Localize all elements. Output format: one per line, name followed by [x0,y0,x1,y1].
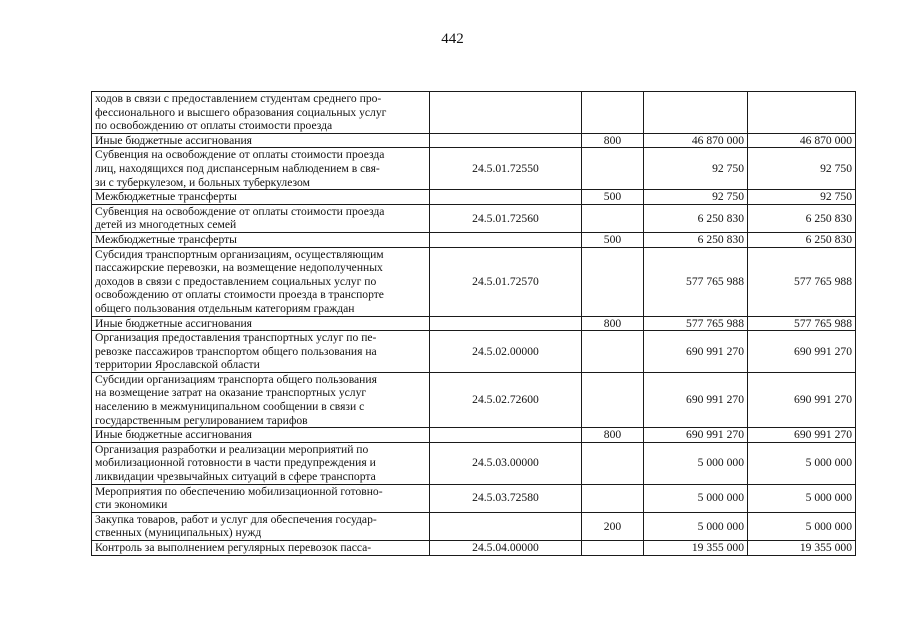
expense-name-cell: Контроль за выполнением регулярных перевозок пасса- [92,541,430,556]
expense-name-cell: Субвенция на освобождение от оплаты стоимости проезда лиц, находящихся под диспансерным наблюдением в свя- зи с туберкулезом, и больных туберкулезом [92,148,430,190]
target-code-cell [430,512,582,540]
amount-year1-cell: 690 991 270 [644,331,748,373]
table-row [92,372,856,427]
expense-name-cell: Субсидии организациям транспорта общего пользования на возмещение затрат на оказание транспортных услуг населению в межмуниципальном сообщении в связи с государственным регулированием тарифов [92,372,430,427]
amount-year2-cell: 46 870 000 [748,133,856,148]
amount-year2-cell: 577 765 988 [748,316,856,331]
target-code-cell: 24.5.01.72560 [430,204,582,232]
amount-year1-cell: 92 750 [644,148,748,190]
table-row [92,442,856,484]
target-code-cell [430,133,582,148]
expense-name-cell: Субсидия транспортным организациям, осуществляющим пассажирские перевозки, на возмещение недополученных доходов в связи с предоставлением социальных услуг по освобождению от оплаты стоимости проезда в транспорте общего пользования отдельным категориям граждан [92,247,430,316]
expense-type-cell [582,247,644,316]
expense-type-cell [582,442,644,484]
table-row [92,148,856,190]
amount-year1-cell: 5 000 000 [644,484,748,512]
table-row [92,92,856,134]
expense-name-cell: Закупка товаров, работ и услуг для обеспечения государ- ственных (муниципальных) нужд [92,512,430,540]
amount-year2-cell: 6 250 830 [748,204,856,232]
expense-name-cell: Организация предоставления транспортных услуг по пе- ревозке пассажиров транспортом общего пользования на территории Ярославской области [92,331,430,373]
amount-year1-cell: 690 991 270 [644,428,748,443]
table-row [92,204,856,232]
table-row [92,232,856,247]
target-code-cell: 24.5.01.72550 [430,148,582,190]
amount-year2-cell: 92 750 [748,190,856,205]
target-code-cell [430,190,582,205]
amount-year2-cell: 5 000 000 [748,442,856,484]
expense-name-cell: ходов в связи с предоставлением студентам среднего про- фессионального и высшего образования социальных услуг по освобождению от оплаты стоимости проезда [92,92,430,134]
amount-year2-cell: 690 991 270 [748,428,856,443]
amount-year2-cell: 577 765 988 [748,247,856,316]
amount-year2-cell: 5 000 000 [748,484,856,512]
amount-year2-cell: 92 750 [748,148,856,190]
table-row [92,484,856,512]
amount-year1-cell: 5 000 000 [644,512,748,540]
table-row [92,428,856,443]
expense-type-cell [582,331,644,373]
table-row [92,190,856,205]
amount-year1-cell [644,92,748,134]
target-code-cell: 24.5.02.72600 [430,372,582,427]
expense-name-cell: Межбюджетные трансферты [92,232,430,247]
expense-name-cell: Иные бюджетные ассигнования [92,428,430,443]
amount-year2-cell: 5 000 000 [748,512,856,540]
expense-name-cell: Организация разработки и реализации мероприятий по мобилизационной готовности в части предупреждения и ликвидации чрезвычайных ситуаций в сфере транспорта [92,442,430,484]
expense-type-cell: 800 [582,428,644,443]
expense-type-cell: 500 [582,190,644,205]
expense-type-cell: 800 [582,316,644,331]
amount-year1-cell: 92 750 [644,190,748,205]
expense-type-cell: 800 [582,133,644,148]
amount-year1-cell: 46 870 000 [644,133,748,148]
target-code-cell: 24.5.01.72570 [430,247,582,316]
amount-year2-cell: 19 355 000 [748,541,856,556]
table-row [92,316,856,331]
page-number: 442 [441,31,464,47]
table-row [92,512,856,540]
expense-name-cell: Субвенция на освобождение от оплаты стоимости проезда детей из многодетных семей [92,204,430,232]
amount-year1-cell: 690 991 270 [644,372,748,427]
expense-type-cell: 500 [582,232,644,247]
table-row [92,541,856,556]
expense-type-cell [582,148,644,190]
amount-year1-cell: 6 250 830 [644,232,748,247]
expense-type-cell [582,92,644,134]
expense-name-cell: Мероприятия по обеспечению мобилизационной готовно- сти экономики [92,484,430,512]
amount-year1-cell: 577 765 988 [644,247,748,316]
target-code-cell: 24.5.02.00000 [430,331,582,373]
target-code-cell [430,92,582,134]
amount-year1-cell: 6 250 830 [644,204,748,232]
target-code-cell [430,232,582,247]
amount-year2-cell: 690 991 270 [748,331,856,373]
expense-type-cell [582,541,644,556]
amount-year1-cell: 19 355 000 [644,541,748,556]
amount-year2-cell [748,92,856,134]
expense-name-cell: Иные бюджетные ассигнования [92,316,430,331]
target-code-cell: 24.5.03.00000 [430,442,582,484]
amount-year1-cell: 577 765 988 [644,316,748,331]
amount-year2-cell: 6 250 830 [748,232,856,247]
table-row [92,331,856,373]
expense-type-cell: 200 [582,512,644,540]
amount-year1-cell: 5 000 000 [644,442,748,484]
expense-name-cell: Иные бюджетные ассигнования [92,133,430,148]
target-code-cell [430,428,582,443]
target-code-cell [430,316,582,331]
expense-type-cell [582,204,644,232]
expense-name-cell: Межбюджетные трансферты [92,190,430,205]
budget-table [91,91,856,556]
amount-year2-cell: 690 991 270 [748,372,856,427]
target-code-cell: 24.5.04.00000 [430,541,582,556]
table-row [92,247,856,316]
budget-table-body [92,92,856,556]
table-row [92,133,856,148]
expense-type-cell [582,372,644,427]
target-code-cell: 24.5.03.72580 [430,484,582,512]
expense-type-cell [582,484,644,512]
